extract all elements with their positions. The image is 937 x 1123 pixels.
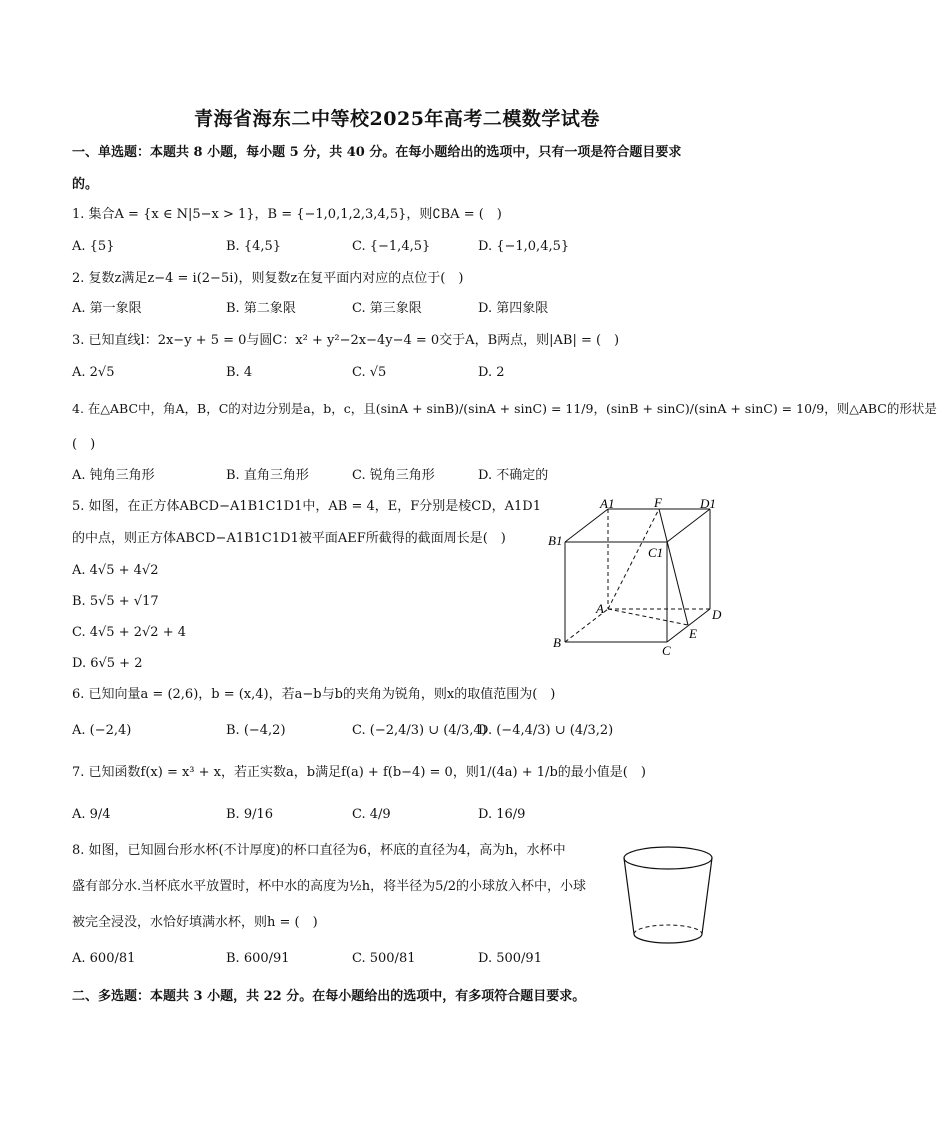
label-C: C [662,643,671,658]
question-7-stem: 7. 已知函数f(x) = x³ + x，若正实数a，b满足f(a) + f(b−4) = 0，则1/(4a) + 1/b的最小值是( ) [72,765,646,780]
q5-option-d: D. 6√5 + 2 [72,656,143,671]
page-title: 青海省海东二中等校2025年高考二模数学试卷 [194,108,600,130]
label-C1: C1 [648,545,664,560]
q5-option-b: B. 5√5 + √17 [72,594,159,609]
q3-option-a: A. 2√5 [72,365,115,380]
q3-option-c: C. √5 [352,365,387,380]
section1-header-line2: 的。 [72,177,99,192]
q2-option-a: A. 第一象限 [72,301,142,316]
label-A1: A1 [600,496,615,511]
q7-option-a: A. 9/4 [72,807,111,822]
q7-option-d: D. 16/9 [478,807,526,822]
q8-option-a: A. 600/81 [72,951,136,966]
question-8-stem-line3: 被完全浸没，水恰好填满水杯，则h = ( ) [72,915,318,930]
section1-header-line1: 一、单选题：本题共 8 小题，每小题 5 分，共 40 分。在每小题给出的选项中，只有一项是符合题目要求 [72,145,682,160]
q4-option-a: A. 钝角三角形 [72,468,155,483]
question-1-stem: 1. 集合A = {x ∈ N|5−x > 1}，B = {−1,0,1,2,3,4,5}，则∁BA = ( ) [72,207,502,222]
q1-option-a: A. {5} [72,239,115,254]
label-B: B [553,635,561,650]
q1-option-b: B. {4,5} [226,239,282,254]
q6-option-d: D. (−4,4/3) ∪ (4/3,2) [478,723,614,738]
q5-option-c: C. 4√5 + 2√2 + 4 [72,625,186,640]
q8-option-b: B. 600/91 [226,951,290,966]
question-5-stem-line1: 5. 如图，在正方体ABCD−A1B1C1D1中，AB = 4，E，F分别是棱CD，A1D1 [72,499,541,514]
q1-option-c: C. {−1,4,5} [352,239,431,254]
question-5-stem-line2: 的中点，则正方体ABCD−A1B1C1D1被平面AEF所截得的截面周长是( ) [72,531,506,546]
q3-option-b: B. 4 [226,365,253,380]
q2-option-c: C. 第三象限 [352,301,422,316]
q3-option-d: D. 2 [478,365,505,380]
label-A: A [596,601,604,616]
question-3-stem: 3. 已知直线l：2x−y + 5 = 0与圆C：x² + y²−2x−4y−4 = 0交于A，B两点，则|AB| = ( ) [72,333,620,348]
q6-option-c: C. (−2,4/3) ∪ (4/3,4) [352,723,487,738]
cup-figure [618,842,718,952]
q5-option-a: A. 4√5 + 4√2 [72,563,159,578]
question-8-stem-line1: 8. 如图，已知圆台形水杯(不计厚度)的杯口直径为6，杯底的直径为4，高为h，水杯中 [72,843,566,858]
question-2-stem: 2. 复数z满足z−4 = i(2−5i)，则复数z在复平面内对应的点位于( ) [72,271,464,286]
question-6-stem: 6. 已知向量a = (2,6)，b = (x,4)，若a−b与b的夹角为锐角，则x的取值范围为( ) [72,687,556,702]
label-E: E [689,626,697,641]
q4-option-c: C. 锐角三角形 [352,468,435,483]
q7-option-b: B. 9/16 [226,807,274,822]
q8-option-c: C. 500/81 [352,951,416,966]
label-F: F [654,495,662,510]
q2-option-b: B. 第二象限 [226,301,296,316]
q7-option-c: C. 4/9 [352,807,391,822]
label-B1: B1 [548,533,563,548]
q6-option-b: B. (−4,2) [226,723,286,738]
label-D: D [712,607,722,622]
q4-option-d: D. 不确定的 [478,468,549,483]
section2-header: 二、多选题：本题共 3 小题，共 22 分。在每小题给出的选项中，有多项符合题目要求。 [72,989,586,1004]
q1-option-d: D. {−1,0,4,5} [478,239,570,254]
q6-option-a: A. (−2,4) [72,723,132,738]
cube-figure [540,495,730,660]
question-8-stem-line2: 盛有部分水.当杯底水平放置时，杯中水的高度为½h，将半径为5/2的小球放入杯中，小球 [72,879,587,894]
q4-option-b: B. 直角三角形 [226,468,309,483]
question-4-stem-line1: 4. 在△ABC中，角A，B，C的对边分别是a，b，c，且(sinA + sinB)/(sinA + sinC) = 11/9，(sinB + sinC)/(sinA + sinC) = 10/9，则△ABC的形状是 [72,401,937,416]
q8-option-d: D. 500/91 [478,951,542,966]
question-4-stem-line2: ( ) [72,437,96,452]
label-D1: D1 [700,496,716,511]
q2-option-d: D. 第四象限 [478,301,549,316]
